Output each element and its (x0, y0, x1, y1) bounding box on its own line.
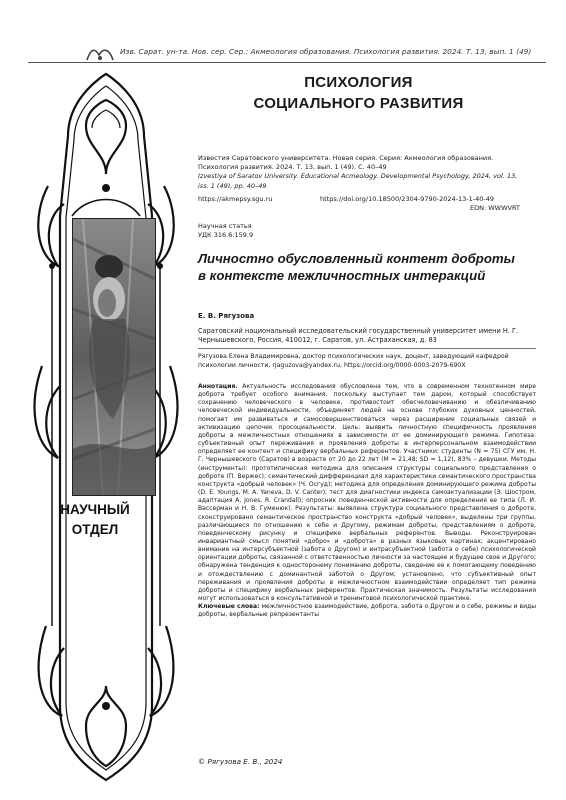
abstract-block (198, 383, 536, 753)
journal-title-line1: ПСИХОЛОГИЯ (304, 74, 413, 91)
section-label (32, 500, 158, 540)
journal-url[interactable]: https://akmepsy.sgu.ru (198, 195, 273, 203)
cover-photo (72, 218, 156, 496)
header-rule (28, 62, 546, 63)
journal-title-line2: СОЦИАЛЬНОГО РАЗВИТИЯ (253, 95, 464, 112)
running-title: Изв. Сарат. ун-та. Нов. сер. Сер.: Акмеология образования. Психология развития. 2024. Т. 13, вып. 1 (49) (120, 47, 532, 56)
keywords-label: Ключевые слова: (198, 603, 260, 611)
journal-logo-icon (85, 46, 115, 63)
article-title: Личностно обусловленный контент доброты в контексте межличностных интеракций (198, 251, 515, 283)
copyright: © Рягузова Е. В., 2024 (198, 757, 283, 766)
citation-block (198, 154, 528, 191)
keywords-text: межличностное взаимодействие, доброта, забота о Другом и о себе, режимы и виды доброты, вербальные репрезентанты (198, 603, 536, 619)
citation-en: Izvestiya of Saratov University. Educational Acmeology. Developmental Psychology, 2024, vol. 13, iss. 1 (49), pp. 40–49 (198, 172, 518, 190)
abstract-text: Актуальность исследования обусловлена тем, что в современном техногенном мире доброта требует особого внимания, поскольку выступает тем даром, который способствует сохранению человеческого в человеке, противостоит обесчеловечиванию и обезличиванию человеческой индивидуальности, объединяет людей на основе глубоких духовных ценностей, помогает им развиваться и самосовершенствоваться через расширение социальных связей и активизацию цепочек просоциальности. Цель: выявить личностную специфичность проявления доброты в межличностных отношениях в зависимости от ее доминирующего режима. Гипотеза: субъективный опыт переживания и проявления доброты в интерперсональном взаимодействии определяет ее контент и специфику вербальных референтов. Участники: студенты (N = 75) СГУ им. Н. Г. Чернышевского (Саратов) в возрасте от 20 до 22 лет (M = 21,48; SD = 1,12), 83% – девушки. Методы (инструменты): прототипическая методика для описания структуры социального представления о доброте (П. Вержес); семантический дифференциал для характеристики семантического пространства конструкта «добрый человек» (Ч. Осгуд); методика для определения доминирующего режима доброты (D. E. Youngs, M. A. Yaneva, D. V. Canter); тест для диагностики индекса самоактуализации (Э. Шостром, адаптация A. Jones, R. Crandall); опросник поведенческой активности для определения ее типа (Л. И. Вассерман и Н. В. Гуменюк). Результаты: выявлена структура социального представления о доброте, сконструировано семантическое пространство конструкта «добрый человек», выделены три группы, различающиеся по отношению к себе и Другому, режимам доброты, представлениям о доброте, поведенческому рисунку и специфике вербальных референтов. Выводы. Реконструирован инвариантный смысл понятий «добро» и «доброта» в разных языковых картинах; акцентировано внимание на интерсубъектной (забота о Другом) и интрасубъектной (забота о себе) психологической ориентации доброты, связанной с ответственностью личности за настоящее и будущее свое и Другого; обнаружена тенденция к односторонему пониманию доброты, сведение ее к помогающему поведению и отождествлению с доминантной заботой о Другом; установлено, что субъективный опыт переживания и проявления доброты в межличностном взаимодействии определяет тип режима доброты и специфику вербальных референтов. Практическая значимость. Результаты исследования могут использоваться в консультативной и тренинговой психологической практике. (198, 383, 536, 603)
author-contact: Рягузова Елена Владимировна, доктор психологических наук, доцент, заведующий кафедрой психологии личности, rjaguzova@yandex.ru, https://orcid.org/0000-0003-2079-690X (198, 353, 509, 369)
abstract-label: Аннотация. (198, 383, 238, 390)
edn-code: EDN: WWWVRT (470, 204, 520, 212)
doi-link[interactable]: https://doi.org/10.18500/2304-9790-2024-13-1-40-49 (320, 195, 494, 203)
udc-code: УДК 316.6:159.9 (198, 231, 254, 239)
section-label-line1: НАУЧНЫЙ (60, 502, 130, 517)
journal-title (196, 72, 521, 114)
article-meta (198, 222, 253, 240)
citation-ru: Известия Саратовского университета. Новая серия. Серия: Акмеология образования. Психология развития. 2024. Т. 13, вып. 1 (49). С. 40–49 (198, 154, 494, 172)
section-label-line2: ОТДЕЛ (71, 522, 119, 537)
author-name: Е. В. Рягузова (198, 312, 255, 320)
article-kind: Научная статья (198, 222, 252, 230)
affiliation-rule (198, 348, 536, 349)
affiliation: Саратовский национальный исследовательский государственный университет имени Н. Г. Чернышевского, Россия, 410012, г. Саратов, ул. Астраханская, д. 83 (198, 327, 519, 345)
